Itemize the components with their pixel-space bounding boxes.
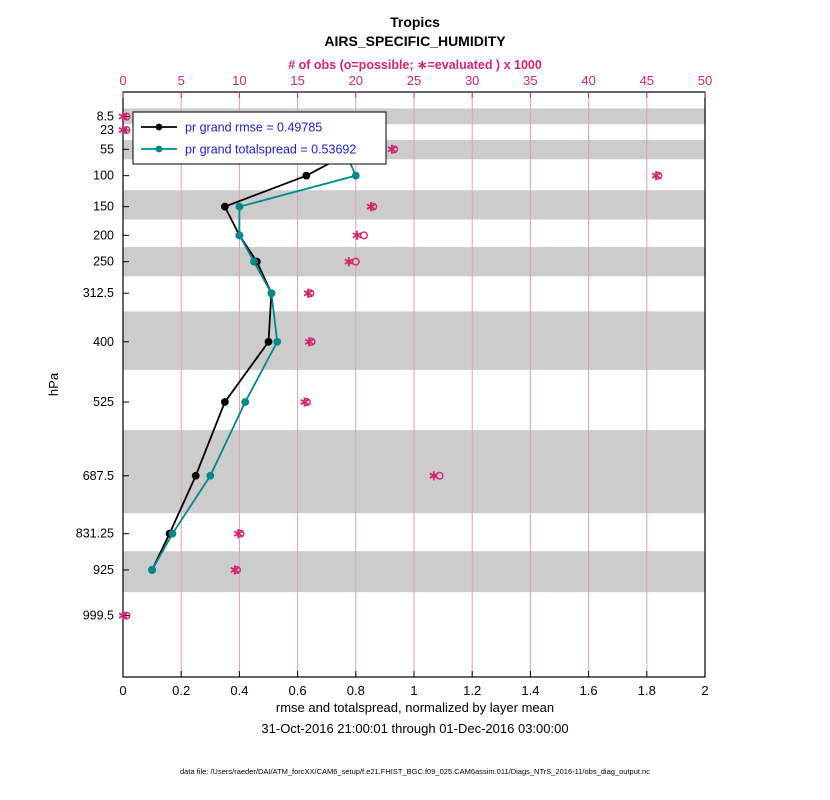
xtick-label-7: 1.4 — [521, 683, 540, 698]
ytick-label-3: 100 — [93, 168, 114, 183]
xtick-label-3: 0.6 — [288, 683, 307, 698]
xtick-label-8: 1.6 — [579, 683, 598, 698]
xtick-label-6: 1.2 — [463, 683, 482, 698]
ytick-label-2: 55 — [100, 142, 114, 157]
data-file-path: data file: /Users/raeder/DAI/ATM_forcXX/CAM6_setup/f.e21.FHIST_BGC.f09_025.CAM6assim.011/Diags_NTrS_2016-11/obs_diag_output.nc — [180, 767, 650, 776]
top-xtick-label-4: 20 — [348, 73, 364, 88]
ytick-label-12: 925 — [93, 562, 114, 577]
series-point-1-1 — [352, 172, 359, 179]
legend-marker-1 — [156, 146, 163, 153]
top-xtick-label-0: 0 — [119, 73, 127, 88]
xtick-label-5: 1 — [410, 683, 418, 698]
ytick-label-8: 400 — [93, 334, 114, 349]
ytick-label-5: 200 — [93, 228, 114, 243]
obs-possible-marker-5 — [361, 232, 368, 239]
top-xtick-label-10: 50 — [697, 73, 713, 88]
series-point-1-5 — [268, 290, 275, 297]
top-axis-title: # of obs (o=possible; ∗=evaluated ) x 1000 — [288, 58, 542, 72]
ytick-label-4: 150 — [93, 199, 114, 214]
series-point-0-1 — [303, 172, 310, 179]
page-subtitle: AIRS_SPECIFIC_HUMIDITY — [324, 33, 506, 49]
page-title: Tropics — [390, 14, 440, 30]
series-point-1-10 — [149, 567, 156, 574]
series-point-0-6 — [265, 338, 272, 345]
ytick-label-7: 312.5 — [82, 286, 114, 301]
legend-label-1: pr grand totalspread = 0.53692 — [185, 142, 357, 157]
series-point-1-7 — [242, 399, 249, 406]
xtick-label-9: 1.8 — [637, 683, 656, 698]
date-range-label: 31-Oct-2016 21:00:01 through 01-Dec-2016 03:00:00 — [261, 721, 569, 736]
ytick-label-13: 999.5 — [82, 608, 114, 623]
ytick-label-11: 831.25 — [75, 526, 114, 541]
top-xtick-label-1: 5 — [177, 73, 185, 88]
legend-marker-0 — [156, 124, 163, 131]
x-axis-label: rmse and totalspread, normalized by layer mean — [275, 700, 555, 715]
xtick-label-10: 2 — [701, 683, 709, 698]
series-point-1-9 — [169, 530, 176, 537]
top-xtick-label-2: 10 — [232, 73, 247, 88]
ytick-label-9: 525 — [93, 395, 114, 410]
ytick-label-0: 8.5 — [96, 109, 114, 124]
xtick-label-2: 0.4 — [230, 683, 249, 698]
top-xtick-label-5: 25 — [406, 73, 422, 88]
obs-evaluated-marker-5 — [353, 231, 361, 240]
series-point-0-7 — [221, 399, 228, 406]
series-point-1-8 — [207, 472, 214, 479]
xtick-label-0: 0 — [119, 683, 127, 698]
top-xtick-label-8: 40 — [581, 73, 596, 88]
xtick-label-1: 0.2 — [172, 683, 191, 698]
series-point-1-6 — [274, 338, 281, 345]
top-xtick-label-7: 35 — [523, 73, 538, 88]
ytick-label-6: 250 — [93, 254, 114, 269]
series-point-1-2 — [236, 203, 243, 210]
series-point-0-8 — [192, 472, 199, 479]
series-point-1-3 — [236, 232, 243, 239]
series-point-1-4 — [251, 258, 258, 265]
series-point-0-2 — [221, 203, 228, 210]
top-xtick-label-3: 15 — [290, 73, 305, 88]
top-xtick-label-6: 30 — [464, 73, 480, 88]
ytick-label-10: 687.5 — [82, 468, 114, 483]
y-axis-label: hPa — [46, 372, 61, 397]
ytick-label-1: 23 — [100, 123, 114, 138]
top-xtick-label-9: 45 — [639, 73, 655, 88]
xtick-label-4: 0.8 — [346, 683, 365, 698]
legend-label-0: pr grand rmse = 0.49785 — [185, 120, 323, 135]
